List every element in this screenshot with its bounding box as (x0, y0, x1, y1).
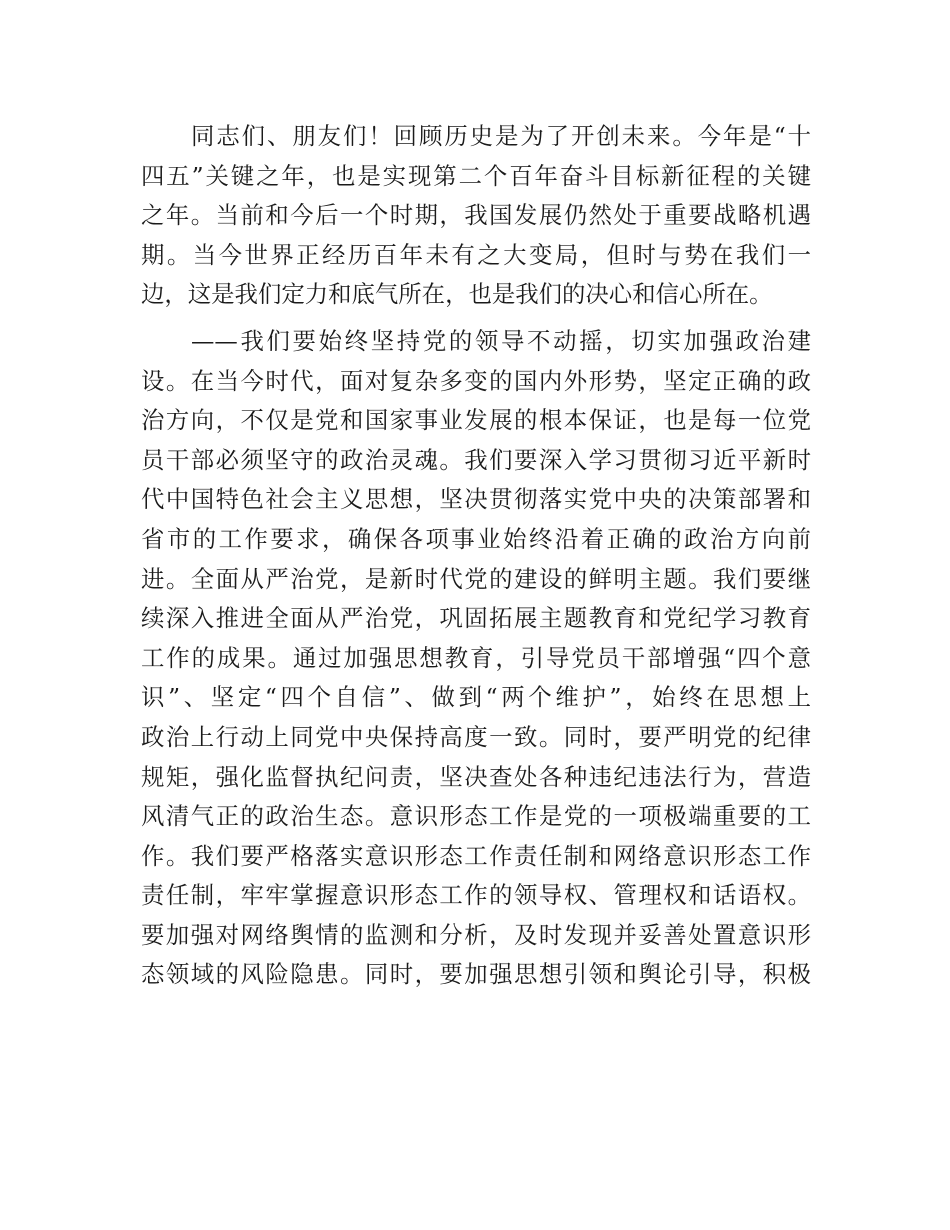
text-line: 四五”关键之年，也是实现第二个百年奋斗目标新征程的关键 (141, 161, 811, 190)
text-line: 之年。当前和今后一个时期，我国发展仍然处于重要战略机遇 (141, 201, 811, 230)
text-line: 续深入推进全面从严治党，巩固拓展主题教育和党纪学习教育 (141, 604, 811, 633)
paragraph-2 (141, 322, 811, 995)
text-line: 代中国特色社会主义思想，坚决贯彻落实党中央的决策部署和 (141, 485, 811, 514)
text-line: 风清气正的政治生态。意识形态工作是党的一项极端重要的工 (141, 802, 811, 831)
text-line: 设。在当今时代，面对复杂多变的国内外形势，坚定正确的政 (141, 366, 811, 395)
text-line: 要加强对网络舆情的监测和分析，及时发现并妥善处置意识形 (141, 920, 811, 949)
text-line: 识”、坚定“四个自信”、做到“两个维护”，始终在思想上 (141, 683, 811, 712)
text-line: 政治上行动上同党中央保持高度一致。同时，要严明党的纪律 (141, 722, 811, 751)
text-line: 规矩，强化监督执纪问责，坚决查处各种违纪违法行为，营造 (141, 762, 811, 791)
text-line: 态领域的风险隐患。同时，要加强思想引领和舆论引导，积极 (141, 960, 811, 989)
text-line: ——我们要始终坚持党的领导不动摇，切实加强政治建 (191, 326, 811, 355)
text-line: 责任制，牢牢掌握意识形态工作的领导权、管理权和话语权。 (141, 881, 811, 910)
text-line: 治方向，不仅是党和国家事业发展的根本保证，也是每一位党 (141, 406, 811, 435)
text-line: 期。当今世界正经历百年未有之大变局，但时与势在我们一 (141, 240, 811, 269)
text-line: 同志们、朋友们！回顾历史是为了开创未来。今年是“十 (191, 122, 811, 150)
text-line: 省市的工作要求，确保各项事业始终沿着正确的政治方向前 (141, 524, 811, 553)
text-line: 工作的成果。通过加强思想教育，引导党员干部增强“四个意 (141, 643, 811, 672)
text-line: 进。全面从严治党，是新时代党的建设的鲜明主题。我们要继 (141, 564, 811, 593)
document-page (141, 117, 811, 995)
text-line: 边，这是我们定力和底气所在，也是我们的决心和信心所在。 (141, 280, 773, 309)
text-line: 作。我们要严格落实意识形态工作责任制和网络意识形态工作 (141, 841, 811, 870)
text-line: 员干部必须坚守的政治灵魂。我们要深入学习贯彻习近平新时 (141, 445, 811, 474)
paragraph-1 (141, 117, 811, 315)
